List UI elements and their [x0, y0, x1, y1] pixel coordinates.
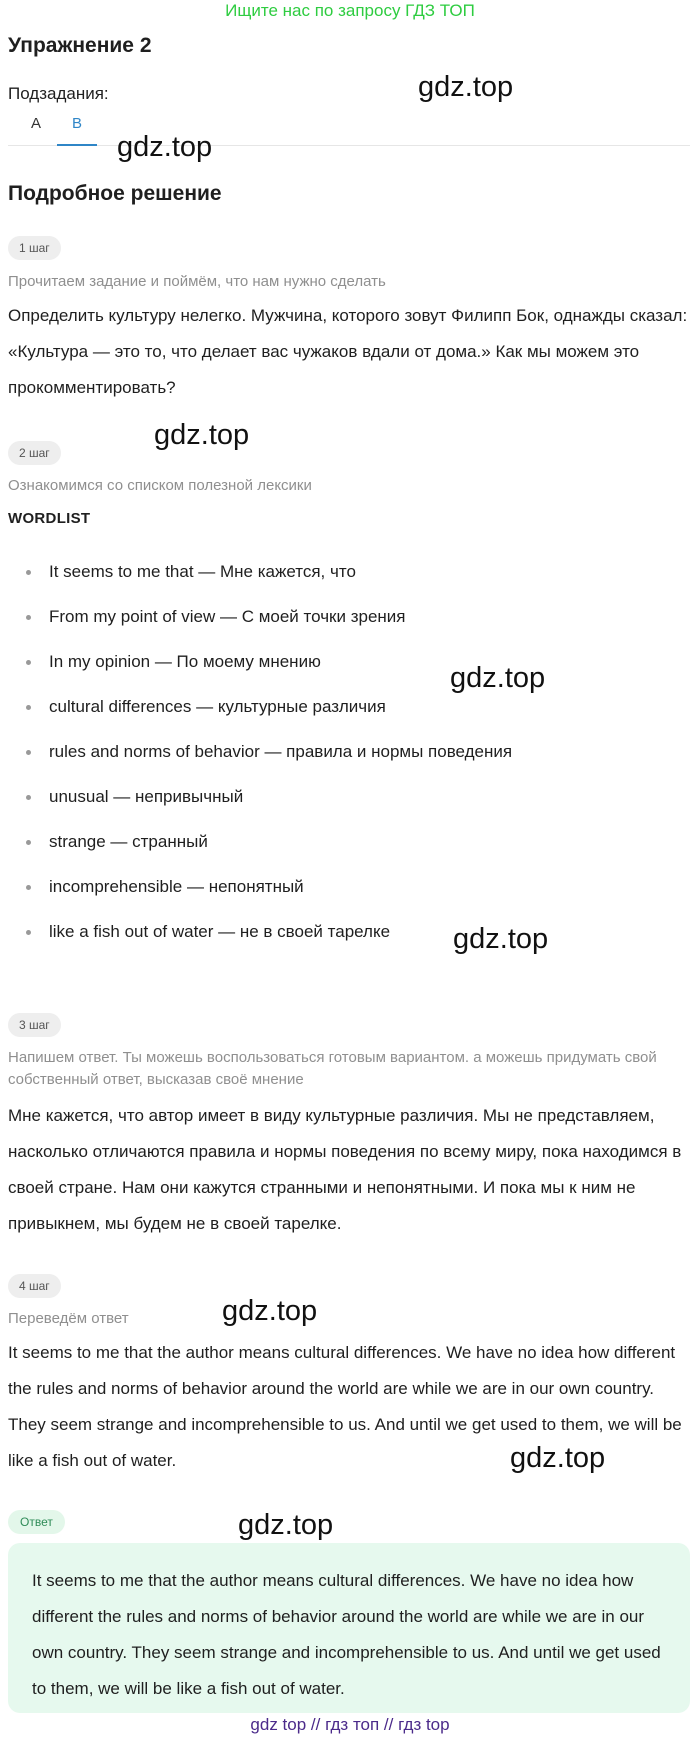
- step-4-caption: Переведём ответ: [8, 1310, 129, 1327]
- watermark: gdz.top: [510, 1442, 606, 1474]
- list-item: [0, 644, 690, 689]
- step-1-text: Определить культуру нелегко. Мужчина, которого зовут Филипп Бок, однажды сказал: «Культура — это то, что делает вас чужаков вдали от дома.» Как мы можем это прокомментировать?: [8, 306, 688, 397]
- bullet-icon: [26, 570, 31, 575]
- watermark: gdz.top: [238, 1509, 334, 1541]
- answer-box: [8, 1543, 690, 1713]
- promo-banner[interactable]: Ищите нас по запросу ГДЗ ТОП: [225, 1, 475, 20]
- step-3-badge: 3 шаг: [8, 1013, 61, 1037]
- list-item-text: rules and norms of behavior — правила и нормы поведения: [49, 742, 513, 761]
- list-item: [0, 869, 690, 914]
- list-item: [0, 689, 690, 734]
- footer-links[interactable]: gdz top // гдз топ // гдз top: [250, 1715, 450, 1734]
- step-1-caption: Прочитаем задание и поймём, что нам нужно сделать: [8, 273, 386, 290]
- subtask-tabs: [8, 106, 690, 146]
- list-item-text: From my point of view — С моей точки зрения: [49, 607, 406, 626]
- list-item: [0, 914, 690, 959]
- list-item: [0, 599, 690, 644]
- list-item: [0, 824, 690, 869]
- list-item-text: strange — странный: [49, 832, 208, 851]
- wordlist: [0, 554, 690, 959]
- page-title: Упражнение 2: [8, 34, 152, 57]
- step-3-text: Мне кажется, что автор имеет в виду культурные различия. Мы не представляем, насколько отличаются правила и нормы поведения по всему миру, пока находимся в своей стране. Нам они кажутся странными и непонятными. И пока мы к ним не привыкнем, мы будем не в своей тарелке.: [8, 1106, 682, 1233]
- bullet-icon: [26, 930, 31, 935]
- step-2-caption: Ознакомимся со списком полезной лексики: [8, 477, 312, 494]
- tab-a[interactable]: A: [30, 115, 41, 132]
- watermark: gdz.top: [222, 1295, 318, 1327]
- wordlist-title: WORDLIST: [8, 510, 91, 527]
- list-item: [0, 554, 690, 599]
- bullet-icon: [26, 615, 31, 620]
- tab-b[interactable]: B: [57, 114, 97, 146]
- list-item-text: cultural differences — культурные различия: [49, 697, 386, 716]
- answer-text: It seems to me that the author means cultural differences. We have no idea how different the rules and norms of behavior around the world are while we are in our own country. They seem strange and incomprehensible to us. And until we get used to them, we will be like a fish out of water.: [32, 1571, 661, 1698]
- bullet-icon: [26, 795, 31, 800]
- list-item-text: In my opinion — По моему мнению: [49, 652, 321, 671]
- watermark: gdz.top: [154, 419, 250, 451]
- watermark: gdz.top: [418, 71, 514, 103]
- list-item-text: unusual — непривычный: [49, 787, 244, 806]
- watermark: gdz.top: [453, 923, 549, 955]
- section-title: Подробное решение: [8, 182, 222, 205]
- list-item-text: It seems to me that — Мне кажется, что: [49, 562, 356, 581]
- list-item-text: like a fish out of water — не в своей тарелке: [49, 922, 391, 941]
- step-2-badge: 2 шаг: [8, 441, 61, 465]
- bullet-icon: [26, 750, 31, 755]
- bullet-icon: [26, 885, 31, 890]
- list-item-text: incomprehensible — непонятный: [49, 877, 304, 896]
- step-3-caption: Напишем ответ. Ты можешь воспользоваться готовым вариантом. а можешь придумать свой собственный ответ, высказав своё мнение: [8, 1049, 657, 1088]
- watermark: gdz.top: [450, 662, 546, 694]
- bullet-icon: [26, 705, 31, 710]
- step-4-badge: 4 шаг: [8, 1274, 61, 1298]
- bullet-icon: [26, 840, 31, 845]
- step-4-text: It seems to me that the author means cultural differences. We have no idea how different the rules and norms of behavior around the world are while we are in our own country. They seem strange and incomprehensible to us. And until we get used to them, we will be like a fish out of water.: [8, 1343, 682, 1470]
- answer-badge: Ответ: [8, 1510, 65, 1534]
- list-item: [0, 779, 690, 824]
- bullet-icon: [26, 660, 31, 665]
- list-item: [0, 734, 690, 779]
- subtasks-label: Подзадания:: [8, 84, 109, 103]
- step-1-badge: 1 шаг: [8, 236, 61, 260]
- watermark: gdz.top: [117, 131, 213, 163]
